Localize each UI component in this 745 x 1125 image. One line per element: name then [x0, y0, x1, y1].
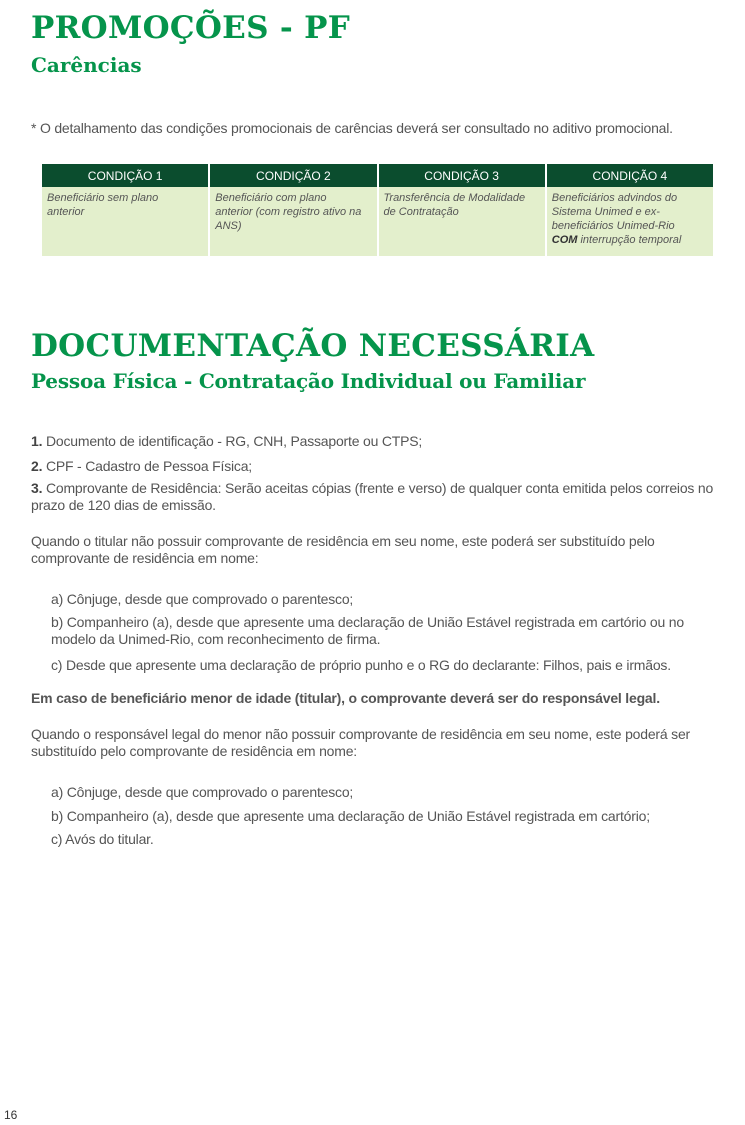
documentation-title: DOCUMENTAÇÃO NECESSÁRIA [31, 328, 595, 364]
list-item: b) Companheiro (a), desde que apresente uma declaração de União Estável registrada em cartório; [51, 808, 650, 824]
documentation-subtitle: Pessoa Física - Contratação Individual ou Familiar [31, 369, 586, 393]
page-number: 16 [4, 1108, 18, 1122]
doc-item-text: Comprovante de Residência: Serão aceitas cópias (frente e verso) de qualquer conta emitida pelos correios no prazo de 120 dias de emissão. [31, 480, 714, 513]
condition-cell: Transferência de Modalidade de Contratação [379, 187, 545, 256]
condition-header: CONDIÇÃO 1 [42, 164, 208, 187]
condition-header: CONDIÇÃO 2 [210, 164, 376, 187]
doc-item [31, 458, 731, 475]
carencias-note: * O detalhamento das condições promocionais de carências deverá ser consultado no aditivo promocional. [31, 120, 673, 136]
titular-paragraph: Quando o titular não possuir comprovante de residência em seu nome, este poderá ser substituído pelo comprovante de residência em nome: [31, 533, 655, 566]
condition-cell [547, 187, 713, 256]
doc-item-number: 3. [31, 480, 43, 496]
condition-4-suffix: interrupção temporal [577, 234, 682, 246]
promotions-title: PROMOÇÕES - PF [31, 10, 351, 46]
condition-header: CONDIÇÃO 4 [547, 164, 713, 187]
list-item: c) Desde que apresente uma declaração de próprio punho e o RG do declarante: Filhos, pais e irmãos. [51, 657, 671, 673]
minor-beneficiary-note: Em caso de beneficiário menor de idade (titular), o comprovante deverá ser do responsável legal. [31, 690, 660, 706]
doc-item [31, 480, 731, 514]
condition-4-prefix: Beneficiários advindos do Sistema Unimed e ex-beneficiários Unimed-Rio [551, 192, 678, 232]
condition-4-emphasis: COM [551, 234, 578, 246]
conditions-table [40, 164, 715, 256]
doc-item-number: 1. [31, 433, 43, 449]
doc-item [31, 433, 731, 450]
list-item: b) Companheiro (a), desde que apresente uma declaração de União Estável registrada em cartório ou no modelo da Unimed-Rio, com reconhecimento de firma. [51, 614, 684, 647]
list-item: a) Cônjuge, desde que comprovado o parentesco; [51, 591, 354, 607]
condition-header: CONDIÇÃO 3 [379, 164, 545, 187]
guardian-paragraph: Quando o responsável legal do menor não possuir comprovante de residência em seu nome, este poderá ser substituído pelo comprovante de residência em nome: [31, 726, 691, 759]
doc-item-text: Documento de identificação - RG, CNH, Passaporte ou CTPS; [42, 433, 423, 449]
condition-cell: Beneficiário com plano anterior (com registro ativo na ANS) [210, 187, 376, 256]
condition-cell: Beneficiário sem plano anterior [42, 187, 208, 256]
doc-item-text: CPF - Cadastro de Pessoa Física; [42, 458, 252, 474]
list-item: a) Cônjuge, desde que comprovado o parentesco; [51, 784, 354, 800]
list-item: c) Avós do titular. [51, 831, 154, 847]
doc-item-number: 2. [31, 458, 43, 474]
carencias-subtitle: Carências [31, 53, 142, 77]
